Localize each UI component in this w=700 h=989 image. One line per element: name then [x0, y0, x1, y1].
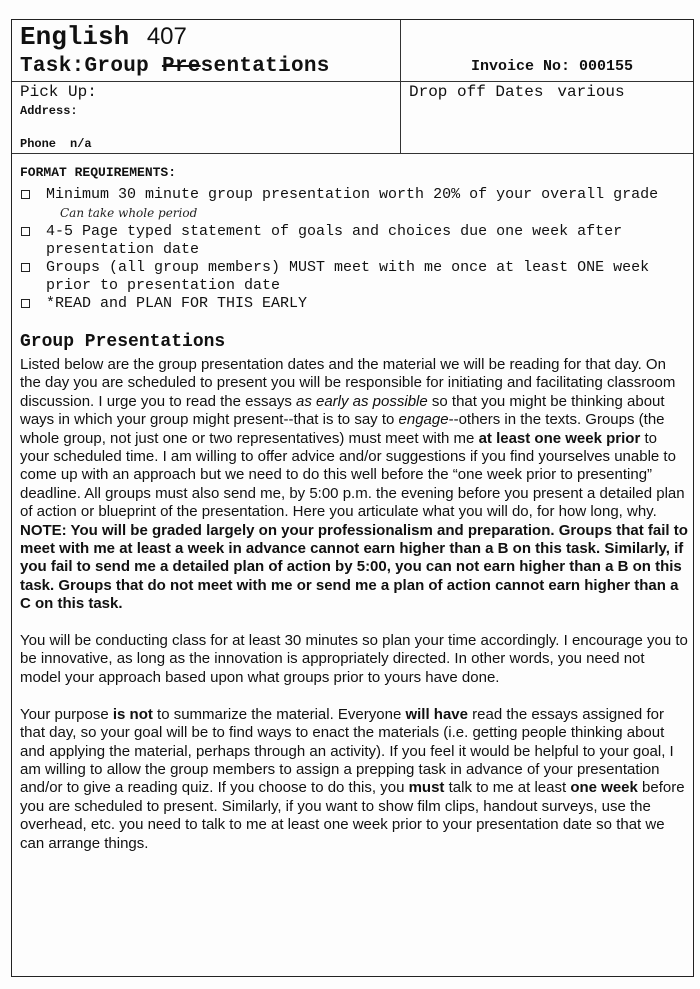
checkbox-icon[interactable]: [21, 299, 30, 308]
assignment-sheet: [11, 19, 694, 977]
p3-bold: will have: [405, 705, 468, 723]
handwritten-note: Can take whole period: [60, 206, 198, 220]
p3-bold: must: [408, 779, 445, 797]
header-column-divider: [400, 20, 401, 154]
p3-text: before you are scheduled to present. Similarly, if you want to show film clips, handout surveys, use the overhead, etc. you need to talk to me at least one week prior to your presentation date so that we can arrange things.: [20, 779, 685, 852]
checkbox-icon[interactable]: [21, 263, 30, 272]
format-item-text: Groups (all group members) MUST meet with me once at least ONE week prior to presentation date: [46, 259, 650, 294]
format-item-text: *READ and PLAN FOR THIS EARLY: [46, 295, 308, 312]
pickup-label: Pick Up:: [20, 83, 97, 101]
invoice-value: 000155: [579, 58, 634, 75]
header-table: [12, 20, 693, 154]
address-label: Address:: [20, 104, 78, 118]
task-word-rest: sentations: [200, 55, 330, 78]
paragraph-3: [20, 706, 688, 853]
format-item: [20, 295, 690, 313]
p1-text: so that you might be thinking about ways in which your group might present--that is to say to: [20, 392, 665, 429]
p3-text: Your purpose: [20, 705, 113, 723]
p1-note-bold: NOTE: You will be graded largely on your professionalism and preparation. Groups that fail to meet with me at least a week in advance cannot earn higher than a B on this task. Similarly, if you fail to send me a detailed plan of action by 5:00, you can not earn higher than a B on this task. Groups that do not meet with me or send me a plan of action cannot earn higher than a C on this task.: [20, 521, 688, 613]
dropoff-field: [409, 83, 625, 101]
paragraph-2: You will be conducting class for at least 30 minutes so plan your time accordingly. I encourage you to be innovative, as long as the innovation is appropriately directed. In other words, you need not model your approach based upon what groups prior to yours have done.: [20, 632, 688, 686]
format-requirements-list: [20, 186, 690, 313]
task-label: Task:: [20, 55, 85, 78]
header-bottom-divider: [12, 153, 693, 154]
p1-text: Listed below are the group presentation dates and the material we will be reading for that day. On the day you are scheduled to present you will be responsible for initiating and facilitating classroom discussion. I urge you to read the essays: [20, 356, 676, 410]
p1-italic: as early as possible: [295, 392, 428, 410]
task-word-group: Group: [84, 55, 150, 78]
phone-value: n/a: [70, 137, 92, 151]
p3-text: talk to me at least: [444, 779, 571, 797]
task-title: [20, 54, 330, 80]
section-title: Group Presentations: [20, 332, 226, 352]
course-name: English: [20, 22, 130, 52]
format-item-text: Minimum 30 minute group presentation worth 20% of your overall grade: [46, 186, 659, 203]
paragraph-1: [20, 356, 688, 614]
dropoff-value: various: [557, 83, 625, 101]
course-title: [20, 22, 187, 52]
p1-bold: at least one week prior: [478, 429, 641, 447]
invoice-number: [412, 58, 692, 75]
course-number: 407: [146, 23, 187, 50]
header-row-divider: [12, 81, 693, 82]
phone-label: Phone: [20, 137, 57, 151]
p3-bold: is not: [112, 705, 153, 723]
checkbox-icon[interactable]: [21, 227, 30, 236]
format-item: [20, 186, 690, 223]
p1-text: --others in the texts. Groups (the whole group, not just one or two representatives) must meet with me: [20, 411, 665, 447]
dropoff-label: Drop off Dates: [409, 83, 544, 101]
section-body: [20, 356, 688, 871]
task-strikethrough: Pre: [161, 55, 201, 78]
phone-field: [20, 137, 92, 151]
p1-italic: engage: [398, 411, 449, 429]
p3-bold: one week: [570, 779, 638, 797]
p3-text: to summarize the material. Everyone: [152, 705, 406, 723]
format-item-text: 4-5 Page typed statement of goals and choices due one week after presentation date: [46, 223, 623, 258]
invoice-label: Invoice No:: [470, 58, 570, 75]
format-item: [20, 259, 690, 295]
format-item: [20, 223, 690, 259]
format-requirements-title: FORMAT REQUIREMENTS:: [20, 165, 177, 180]
p3-text: read the essays assigned for that day, so your goal will be to find ways to enact the materials (i.e. getting people thinking about and applying the material, perhaps through an activity). If you feel it would be helpful to your goal, I am willing to allow the group members to assign a prepping task in advance of your presentation and/or to give a reading quiz. If you choose to do this, you: [20, 705, 674, 797]
p1-text: to your scheduled time. I am willing to offer advice and/or suggestions if you find yourselves unable to come up with an approach but we need to do this well before the “one week prior to presenting” deadline. All groups must also send me, by 5:00 p.m. the evening before you present a detailed plan of action or blueprint of the presentation. Here you articulate what you will do, for how long, why.: [20, 429, 685, 521]
checkbox-icon[interactable]: [21, 190, 30, 199]
